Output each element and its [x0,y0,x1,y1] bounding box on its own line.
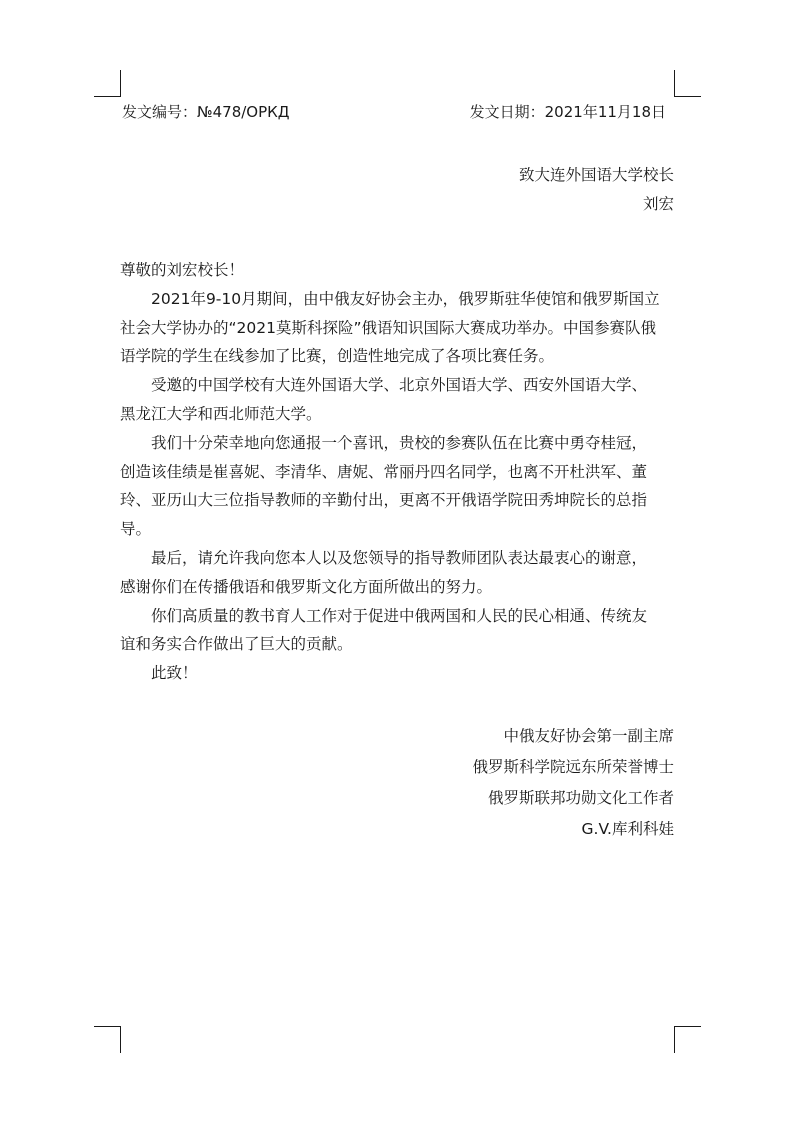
paragraph-line: 你们高质量的教书育人工作对于促进中俄两国和人民的民心相通、传统友 [151,606,648,625]
paragraph-line: 创造该佳绩是崔喜妮、李清华、唐妮、常丽丹四名同学，也离不开杜洪军、董 [120,462,648,481]
signer-title-2: 俄罗斯科学院远东所荣誉博士 [472,758,674,776]
recipient-title: 致大连外国语大学校长 [518,166,674,184]
crop-mark-top-right [674,70,701,97]
paragraph-line: 感谢你们在传播俄语和俄罗斯文化方面所做出的努力。 [120,577,493,596]
paragraph-line: 2021年9-10月期间，由中俄友好协会主办，俄罗斯驻华使馆和俄罗斯国立 [151,289,660,308]
paragraph-line: 语学院的学生在线参加了比赛，创造性地完成了各项比赛任务。 [120,347,555,366]
signer-title-1: 中俄友好协会第一副主席 [503,727,674,745]
paragraph-line: 受邀的中国学校有大连外国语大学、北京外国语大学、西安外国语大学、 [151,376,648,395]
document-number: 发文编号：№478/ОРКД [122,103,290,121]
paragraph-event [120,285,676,371]
crop-mark-bottom-right [674,1026,701,1053]
signer-name: G.V.库利科娃 [581,820,674,838]
paragraph-line: 谊和务实合作做出了巨大的贡献。 [120,635,353,654]
paragraph-line: 我们十分荣幸地向您通报一个喜讯，贵校的参赛队伍在比赛中勇夺桂冠， [151,433,648,452]
paragraph-line: 社会大学协办的“2021莫斯科探险”俄语知识国际大赛成功举办。中国参赛队俄 [120,318,657,337]
signature-block [472,721,674,845]
salutation: 尊敬的刘宏校长！ [120,261,245,279]
paragraph-line: 最后，请允许我向您本人以及您领导的指导教师团队表达最衷心的谢意， [151,548,648,567]
paragraph-good-news [120,429,676,544]
paragraph-gratitude [120,544,676,602]
paragraph-contribution [120,602,676,660]
paragraph-line: 玲、亚历山大三位指导教师的辛勤付出，更离不开俄语学院田秀坤院长的总指 [120,491,648,510]
recipient-name: 刘宏 [642,195,674,213]
crop-mark-top-left [94,70,121,97]
signer-title-3: 俄罗斯联邦功勋文化工作者 [487,789,674,807]
closing [120,659,676,688]
paragraph-line: 导。 [120,520,152,539]
closing-line: 此致！ [151,664,198,683]
paragraph-line: 黑龙江大学和西北师范大学。 [120,404,322,423]
crop-mark-bottom-left [94,1026,121,1053]
letter-body [120,256,676,688]
paragraph-invited-schools [120,371,676,429]
recipient-block [519,161,674,219]
document-date: 发文日期：2021年11月18日 [469,103,666,121]
